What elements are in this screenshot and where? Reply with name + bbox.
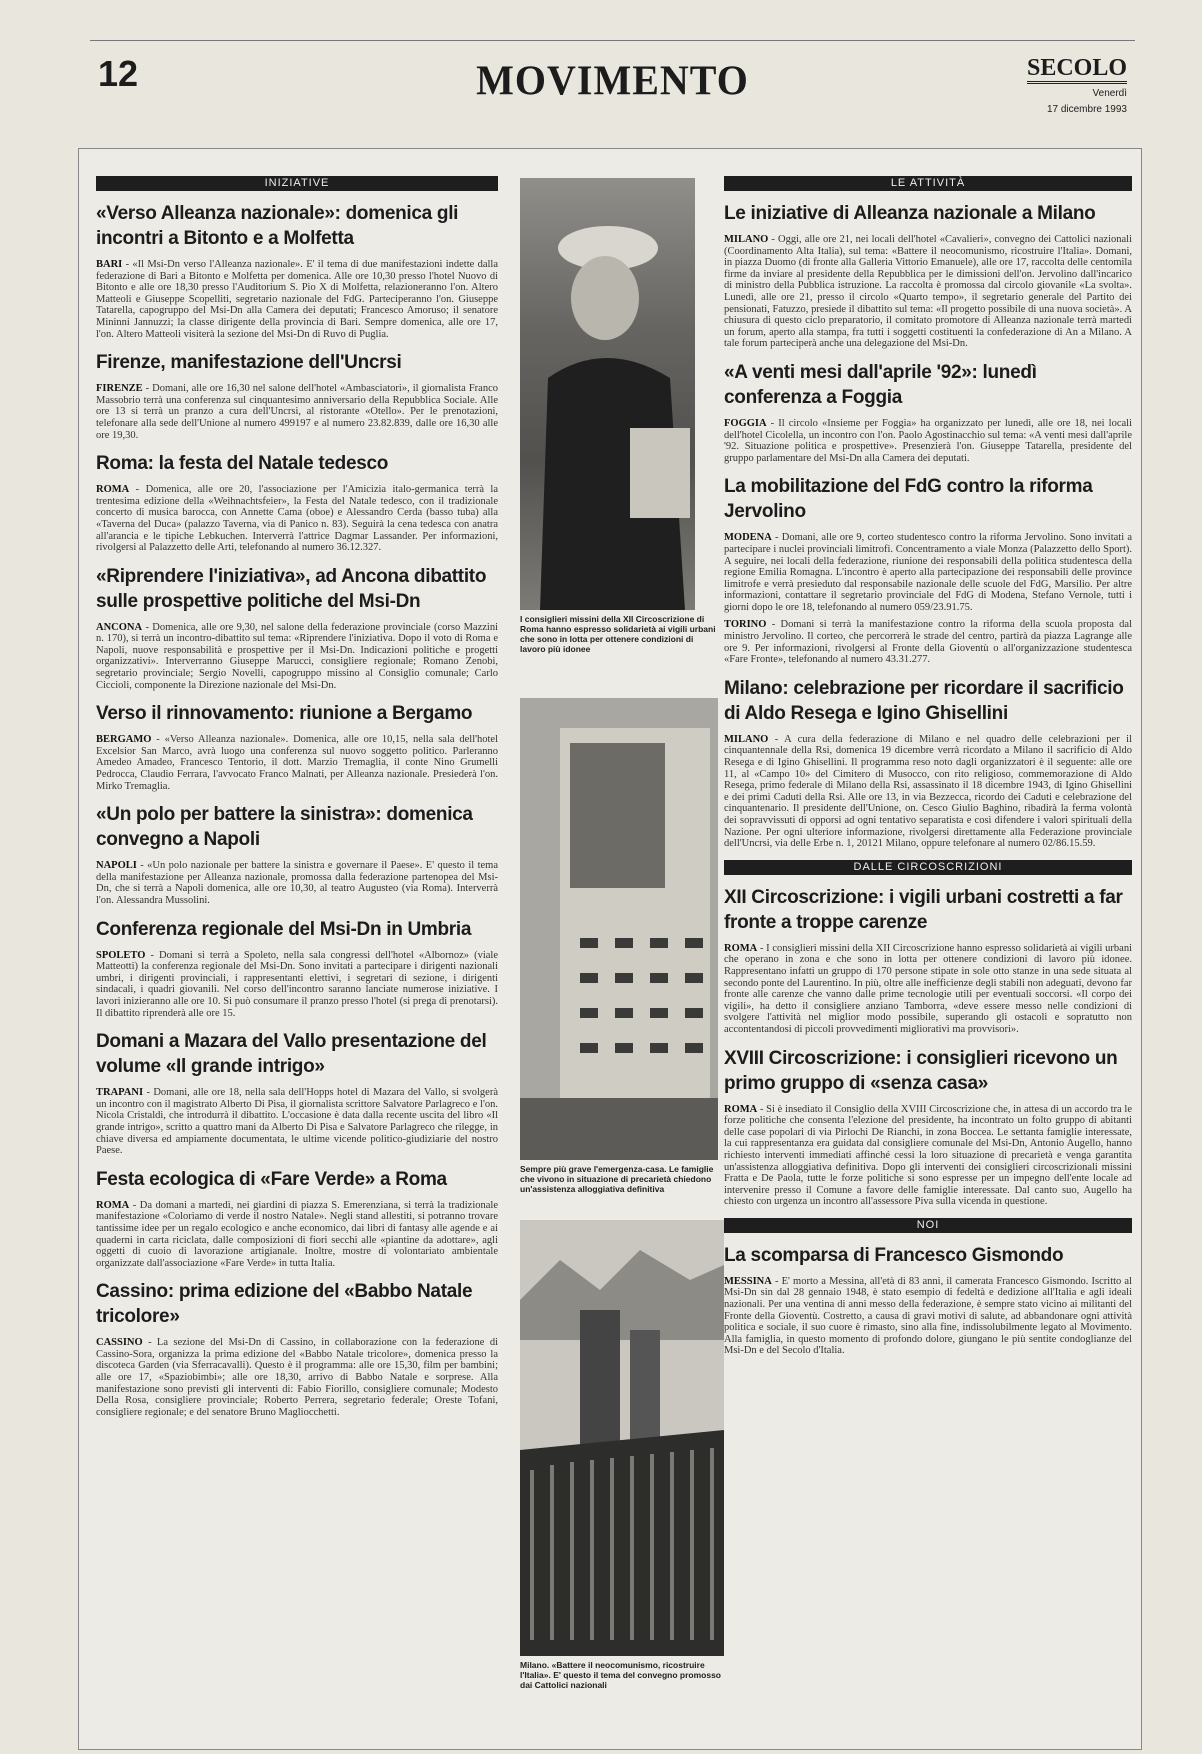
article bbox=[724, 676, 1132, 850]
article-title: XVIII Circoscrizione: i consiglieri ricevono un primo gruppo di «senza casa» bbox=[724, 1047, 1118, 1094]
section-band-circoscrizioni: DALLE CIRCOSCRIZIONI bbox=[724, 860, 1132, 875]
article bbox=[96, 701, 498, 792]
article-place: BERGAMO bbox=[96, 734, 152, 746]
article bbox=[724, 201, 1132, 350]
article-title: «Riprendere l'iniziativa», ad Ancona dibattito sulle prospettive politiche del Msi-Dn bbox=[96, 565, 487, 612]
article-place: ROMA bbox=[724, 1103, 758, 1115]
article-place: CASSINO bbox=[96, 1337, 143, 1349]
article-text: - Si è insediato il Consiglio della XVIII Circoscrizione che, in attesa di un accordo tra le forze politiche che consenta l'elezione del presidente, ha incontrato un folto gruppo di abitanti delle case popolari di via Pirlochi De Rianchi, in zona Boccea. Le settanta famiglie interessate, la cui rappresentanza era guidata dal consigliere comunale del Msi-Dn, Antonio Augello, hanno richiesto interventi immediati affinché cessi la loro situazione di precarietà e venga garantita un'assistenza alloggiativa definitiva. Dopo gli interventi dei consiglieri circoscrizionali missini Fratta e De Paola, tutte le forze politiche si sono espresse per un impegno dell'ente locale ad intervenire presso il Comune a favore delle famiglie interessate. Dal canto suo, Augello ha chiesto con urgenza un incontro all'assessore Piva sulla vicenda in questione. bbox=[724, 1103, 1132, 1208]
article-title: La scomparsa di Francesco Gismondo bbox=[724, 1244, 1064, 1266]
article-text: - Oggi, alle ore 21, nei locali dell'hotel «Cavalieri», convegno dei Cattolici nazionali (Coordinamento Alta Italia), sul tema: «Battere il neocomunismo, ricostruire l'Italia». Domani, in piazza Duomo (di fronte alla Galleria Vittorio Emanuele), alle ore 17, raccolta delle centomila firme da inviare al presidente della Repubblica per le dimissioni dell'on. Jervolino dall'incarico di ministro della Pubblica istruzione. La raccolta è promossa dal circolo giovanile «La svolta». Lunedì, alle ore 21, presso il circolo «Quarto tempo», il segretario generale del Partito dei pensionati, Fatuzzo, presiede il dibattito sul tema: «Il progetto possibile di una nuova società». A chiusura di questo ciclo preparatorio, il comitato promotore di Alleanza nazionale terrà martedì un forum, aperto alla stampa, fra tutti i soggetti costituenti la confederazione di An a Milano. A tale forum parteciperà anche una delegazione del Msi-Dn. bbox=[724, 234, 1132, 350]
article-place: MILANO bbox=[724, 234, 769, 245]
article bbox=[724, 360, 1132, 464]
article-body bbox=[96, 259, 498, 340]
article bbox=[96, 1029, 498, 1157]
article-place: FOGGIA bbox=[724, 417, 767, 429]
article bbox=[96, 917, 498, 1020]
article-place: TORINO bbox=[724, 619, 767, 631]
article-body bbox=[96, 860, 498, 906]
article-text: - «Un polo nazionale per battere la sinistra e governare il Paese». E' questo il tema della manifestazione per Alleanza nazionale, promossa dalla federazione partenopea del Msi-Dn, che si terrà a Napoli domenica, alle ore 10,30, al teatro Augusteo (via Roma). Interverrà l'on. Alessandra Mussolini. bbox=[96, 860, 498, 906]
section-band-noi: NOI bbox=[724, 1218, 1132, 1233]
article bbox=[96, 201, 498, 340]
article-text: - Da domani a martedì, nei giardini di piazza S. Emerenziana, si terrà la tradizionale manifestazione «Coloriamo di verde il nostro Natale». Negli stand allestiti, si potranno trovare tantissime idee per un regalo ecologico e anche economico, dai libri di fantasy alle agende e ai quaderni in carta riciclata, dalle composizioni di fiori secchi alle «piantine da adottare», agli oggetti di cuoio di lavorazione artigianale. Inoltre, mostre di volontariato ambientale organizzate dall'associazione «Fare Verde» in tutta Italia. bbox=[96, 1199, 498, 1269]
article-text: - E' morto a Messina, all'età di 83 anni, il camerata Francesco Gismondo. Iscritto al Msi-Dn sin dal 28 gennaio 1948, è stato esempio di fedeltà e dedizione all'Italia e agli ideali nazionali. Per una ventina di anni messo della federazione, è sempre stato vicino ai militanti del Fronte della Gioventù. Costretto, a causa di gravi motivi di salute, ad abbandonare ogni attività politica e sociale, il suo cuore è rimasto, sino alla fine, indissolubilmente legato al Movimento. Alla famiglia, in questo momento di profondo dolore, giungano le più sentite condoglianze del Msi-Dn e del Secolo d'Italia. bbox=[724, 1275, 1132, 1357]
right-column bbox=[724, 176, 1132, 1746]
article-place: NAPOLI bbox=[96, 860, 137, 872]
article bbox=[96, 802, 498, 906]
article bbox=[724, 474, 1132, 666]
article-title: Verso il rinnovamento: riunione a Bergamo bbox=[96, 703, 473, 725]
article-title: Domani a Mazara del Vallo presentazione del volume «Il grande intrigo» bbox=[96, 1031, 487, 1078]
section-title: MOVIMENTO bbox=[476, 56, 749, 105]
article-title: «A venti mesi dall'aprile '92»: lunedì conferenza a Foggia bbox=[724, 361, 1037, 408]
article bbox=[96, 451, 498, 554]
article-body bbox=[96, 1087, 498, 1157]
article-text: - Il circolo «Insieme per Foggia» ha organizzato per lunedì, alle ore 18, nei locali dell'hotel Cicolella, un incontro con l'on. Paolo Agostinacchio sul tema: «A venti mesi dall'aprile '92. Situazione politica e prospettive». Presenzierà l'on. Giuseppe Tatarella, presidente del gruppo parlamentare del Msi-Dn alla Camera dei deputati. bbox=[724, 417, 1132, 464]
article-text: - Domani, alle ore 16,30 nel salone dell'hotel «Ambasciatori», il giornalista Franco Massobrio terrà una conferenza sul cinquantesimo anniversario della Repubblica Sociale. Alle ore 13 si terrà un pranzo a cura dell'Uncrsi, al ristorante «Otello». Per le prenotazioni, telefonare alla sede dell'Unione al numero 499197 e al numero 23.82.839, dalle ore 16,30 alle ore 19,30. bbox=[96, 383, 498, 441]
article-place: MESSINA bbox=[724, 1275, 772, 1287]
article-place: TRAPANI bbox=[96, 1087, 144, 1099]
article-text: - «Verso Alleanza nazionale». Domenica, alle ore 10,15, nella sala dell'hotel Excelsior San Marco, avrà luogo una conferenza sul nuovo soggetto politico. Parleranno Amedeo Amadeo, Francesco Tentorio, il dott. Marzio Tremaglia, il conte Nino Grumelli Pedrocca, Claudio Ferrara, l'avvocato Franco Malnati, per Alleanza nazionale. Presiederà l'on. Mirko Tremaglia. bbox=[96, 734, 498, 792]
article bbox=[96, 350, 498, 441]
article bbox=[724, 1243, 1132, 1357]
masthead-day: Venerdì bbox=[1092, 88, 1127, 99]
section-band-iniziative: INIZIATIVE bbox=[96, 176, 498, 191]
photo-duomo-milano bbox=[520, 1220, 724, 1656]
article-body bbox=[724, 943, 1132, 1036]
article-place: ROMA bbox=[724, 942, 758, 954]
article-title: Milano: celebrazione per ricordare il sacrificio di Aldo Resega e Igino Ghisellini bbox=[724, 677, 1124, 724]
article-text: - La sezione del Msi-Dn di Cassino, in collaborazione con la federazione di Cassino-Sora, organizza la prima edizione del «Babbo Natale tricolore», domenica presso la discoteca Garden (via Sferracavalli). Questo è il programma: alle ore 15,30, film per bambini; alle ore 17, «Spaziobimbi»; alle ore 18,30, arrivo di Babbo Natale e sorprese. Alla manifestazione sono previsti gli interventi di: Fabio Fiorillo, consigliere comunale; Modesto Della Rosa, consigliere provinciale; Roberto Perrera, segretario federale; Oreste Tofani, consigliere regionale; e del senatore Bruno Magliocchetti. bbox=[96, 1337, 498, 1418]
article-body bbox=[724, 418, 1132, 464]
article bbox=[96, 1279, 498, 1418]
article-title: Conferenza regionale del Msi-Dn in Umbria bbox=[96, 918, 472, 940]
article-place: FIRENZE bbox=[96, 383, 143, 395]
left-column bbox=[96, 176, 498, 1746]
article-text: - A cura della federazione di Milano e nel quadro delle celebrazioni per il cinquantennale della Rsi, domenica 19 dicembre verrà ricordato a Milano il sacrificio di Aldo Resega e di Igino Ghisellini. Il programma reso noto dagli organizzatori è il seguente: alle ore 11, al «Campo 10» del Cimitero di Musocco, con rito religioso, commemorazione di Aldo Resega, primo federale di Milano della Rsi, assassinato il 18 dicembre 1943, di Igino Ghisellini e dei primi Caduti della Rsi. Alle ore 13, in via Bezzecca, ricordo dei Caduti e celebrazione del cinquantenario. Il presidente dell'Unione, on. Cesco Giulio Baghino, ribadirà la ferma volontà dei sopravvissuti di opporsi ad ogni tentativo separatista e così difendere i valori spirituali della Nazione. Per ogni ulteriore informazione, rivolgersi direttamente alla Federazione provinciale dell'Uncrsi, via delle Erbe n. 1, 20121 Milano, oppure telefonare al numero 02/86.15.59. bbox=[724, 733, 1132, 850]
left-articles bbox=[96, 201, 498, 1418]
article-place: MODENA bbox=[724, 532, 772, 544]
masthead-name: SECOLO bbox=[1027, 55, 1127, 84]
photo-caption: I consiglieri missini della XII Circoscrizione di Roma hanno espresso solidarietà ai vigili urbani che sono in lotta per ottenere condizioni di lavoro più idonee bbox=[520, 614, 716, 654]
section-band-attivita: LE ATTIVITÀ bbox=[724, 176, 1132, 191]
article-body bbox=[724, 1276, 1132, 1357]
article-title: La mobilitazione del FdG contro la riforma Jervolino bbox=[724, 476, 1093, 523]
article-body bbox=[96, 622, 498, 692]
article-place: MILANO bbox=[724, 733, 769, 745]
photo-palazzo-case-popolari bbox=[520, 698, 718, 1160]
article-body bbox=[96, 734, 498, 792]
article-title: Festa ecologica di «Fare Verde» a Roma bbox=[96, 1168, 447, 1190]
masthead-date: 17 dicembre 1993 bbox=[1046, 104, 1127, 115]
article-title: XII Circoscrizione: i vigili urbani costretti a far fronte a troppe carenze bbox=[724, 886, 1123, 933]
article-text: - Domani si terrà la manifestazione contro la riforma della scuola proposta dal ministro Jervolino. Il corteo, che percorrerà le strade del centro, partirà da piazza Lagrange alle ore 9. Per informazioni, rivolgersi al Fronte della Gioventù o all'organizzazione studentesca «Fare Fronte», telefonando al numero 43.31.277. bbox=[724, 619, 1132, 666]
article-place: ROMA bbox=[96, 484, 130, 496]
article-place: ANCONA bbox=[96, 621, 143, 633]
article-place: BARI bbox=[96, 259, 123, 270]
article-body bbox=[96, 1200, 498, 1270]
photo-caption: Sempre più grave l'emergenza-casa. Le famiglie che vivono in situazione di precarietà chiedono un'assistenza alloggiativa definitiva bbox=[520, 1164, 714, 1194]
article-text: - I consiglieri missini della XII Circoscrizione hanno espresso solidarietà ai vigili urbani che operano in zona e che sono in lotta per ottenere condizioni di lavoro più idonee. Rappresentano infatti un gruppo di 170 persone stipate in sole otto stanze in una sede situata al secondo ponte del Laurentino. In più, oltre alle inefficienze degli stabili non adeguati, devono far fronte alle carenze che vanno dalle prime tecnologie utili per eventuali soccorsi. «Il corpo dei vigili», ha detto il consigliere anziano Tamborra, «deve essere messo nelle condizioni di svolgere l'attività nel miglior modo possibile, superando gli ostacoli e sopratutto non accontentandosi di piccoli provvedimenti migliorativi ma provvisori». bbox=[724, 942, 1132, 1035]
article-title: «Un polo per battere la sinistra»: domenica convegno a Napoli bbox=[96, 804, 473, 851]
page-number: 12 bbox=[98, 53, 139, 94]
article-body bbox=[96, 1337, 498, 1418]
article-body bbox=[724, 1104, 1132, 1208]
photo-vigile-urbano bbox=[520, 178, 695, 610]
article bbox=[96, 564, 498, 692]
article bbox=[724, 1046, 1132, 1208]
article-body bbox=[96, 950, 498, 1020]
article-place: SPOLETO bbox=[96, 949, 146, 961]
article-title: Le iniziative di Alleanza nazionale a Milano bbox=[724, 203, 1096, 224]
officer-silhouette bbox=[520, 178, 695, 610]
article-body-2 bbox=[724, 619, 1132, 665]
article-body bbox=[724, 234, 1132, 350]
article-title: Cassino: prima edizione del «Babbo Natale tricolore» bbox=[96, 1281, 473, 1328]
article-body bbox=[96, 383, 498, 441]
article-text: - Domani, alle ore 9, corteo studentesco contro la riforma Jervolino. Sono invitati a partecipare i nuclei provinciali limitrofi. Concentramento a viale Monza (Palazzetto dello Sport). A seguire, nei locali della federazione, riunione dei responsabili della politica studentesca della regione Emilia Romagna. L'incontro è aperto alla partecipazione dei responsabili delle province limitrofe e verrà presieduto dal responsabile nazionale delle scuole del FdG, Marsilio. Per altre informazioni, contattare il segretario provinciale del FdG di Modena, Stefano Vernole, tutti i giorni dopo le ore 18, telefonando al numero 059/23.91.75. bbox=[724, 532, 1132, 613]
article-place: ROMA bbox=[96, 1199, 130, 1211]
article-body bbox=[724, 734, 1132, 850]
article bbox=[96, 1167, 498, 1270]
article-title: Roma: la festa del Natale tedesco bbox=[96, 453, 389, 475]
photo-caption: Milano. «Battere il neocomunismo, ricostruire l'Italia». E' questo il tema del convegno promosso dai Cattolici nazionali bbox=[520, 1660, 722, 1690]
article-text: - Domenica, alle ore 9,30, nel salone della federazione provinciale (corso Mazzini n. 170), si terrà un incontro-dibattito sul tema: «Riprendere l'iniziativa. Dopo il voto di Roma e Napoli, nuove responsabilità e prospettive per il Msi-Dn. Indicazioni politiche e progetti organizzativi». Interverranno Giuseppe Marucci, consigliere regionale; Romano Zenobi, segretario provinciale; Sergio Novelli, capogruppo missino al Consiglio comunale; Carlo Ciccioli, componente la Direzione nazionale del Msi-Dn. bbox=[96, 621, 498, 691]
article-title: Firenze, manifestazione dell'Uncrsi bbox=[96, 352, 402, 374]
article-title: «Verso Alleanza nazionale»: domenica gli incontri a Bitonto e a Molfetta bbox=[96, 203, 459, 249]
article-text: - «Il Msi-Dn verso l'Alleanza nazionale». E' il tema di due manifestazioni indette dalla federazione di Bari a Bitonto e Molfetta per domenica. Alle ore 10,30 presso l'hotel Nuovo di Bitonto e alle ore 18,30 presso l'Auditorium S. Pio X di Molfetta, relazioneranno l'on. Altero Matteoli e Giuseppe Scopelliti, segretario nazionale del FdG. Parteciperanno l'on. Giuseppe Tatarella, capogruppo del Msi-Dn alla Camera dei deputati; Francesco Amoruso; il senatore Mininni Jannuzzi; la classe dirigente della provincia di Bari. Sempre domenica, alle ore 17, l'on. Altero Matteoli visiterà la sezione del Msi-Dn di Ruvo di Puglia. bbox=[96, 259, 498, 340]
building-illustration bbox=[520, 698, 718, 1160]
article-text: - Domenica, alle ore 20, l'associazione per l'Amicizia italo-germanica terrà la trentesima edizione della «Weihnachtsfeier», la Festa del Natale tedesco, con il tradizionale concerto di musica barocca, con Annette Cama (oboe) e Alessandro Cerda (basso tuba) alla «Taverna del Duca» (palazzo Taverna, via di Panico n. 83). Seguirà la cena tedesca con anatra all'arancia e le tipiche Lebkuchen. Interverrà l'attrice Dagmar Lassander. Per informazioni, rivolgersi al Palazzetto delle Arti, telefonando al numero 36.12.327. bbox=[96, 484, 498, 554]
page-header bbox=[90, 40, 1135, 121]
article-body bbox=[96, 484, 498, 554]
article-text: - Domani, alle ore 18, nella sala dell'Hopps hotel di Mazara del Vallo, si svolgerà un incontro con il magistrato Alberto Di Pisa, il giornalista scrittore Salvatore Parlagreco e l'on. Nicola Cristaldi, che introdurrà il dibattito. L'occasione è data dalla recente uscita del libro «Il grande intrigo», scritto a quattro mani da Alberto Di Pisa e Salvatore Parlagreco che rilegge, in chiave diversa ed ampiamente documentata, le ultime vicende politico-giudiziarie del nostro Paese. bbox=[96, 1087, 498, 1157]
article-body bbox=[724, 532, 1132, 613]
article-text: - Domani si terrà a Spoleto, nella sala congressi dell'hotel «Albornoz» (viale Matteotti) la conferenza regionale del Msi-Dn. Sono invitati a partecipare i dirigenti nazionali umbri, i dirigenti provinciali, i rappresentanti elettivi, i segretari di sezione, i dirigenti sindacali, i quadri giovanili. Nel corso dell'incontro saranno lanciate numerose iniziative. I lavori inizieranno alle ore 10. Si può consumare il pranzo presso l'hotel (si prega di prenotarsi). Il dibattito riprenderà alle ore 15. bbox=[96, 949, 498, 1019]
article bbox=[724, 885, 1132, 1036]
cathedral-illustration bbox=[520, 1220, 724, 1656]
masthead bbox=[1027, 55, 1127, 116]
